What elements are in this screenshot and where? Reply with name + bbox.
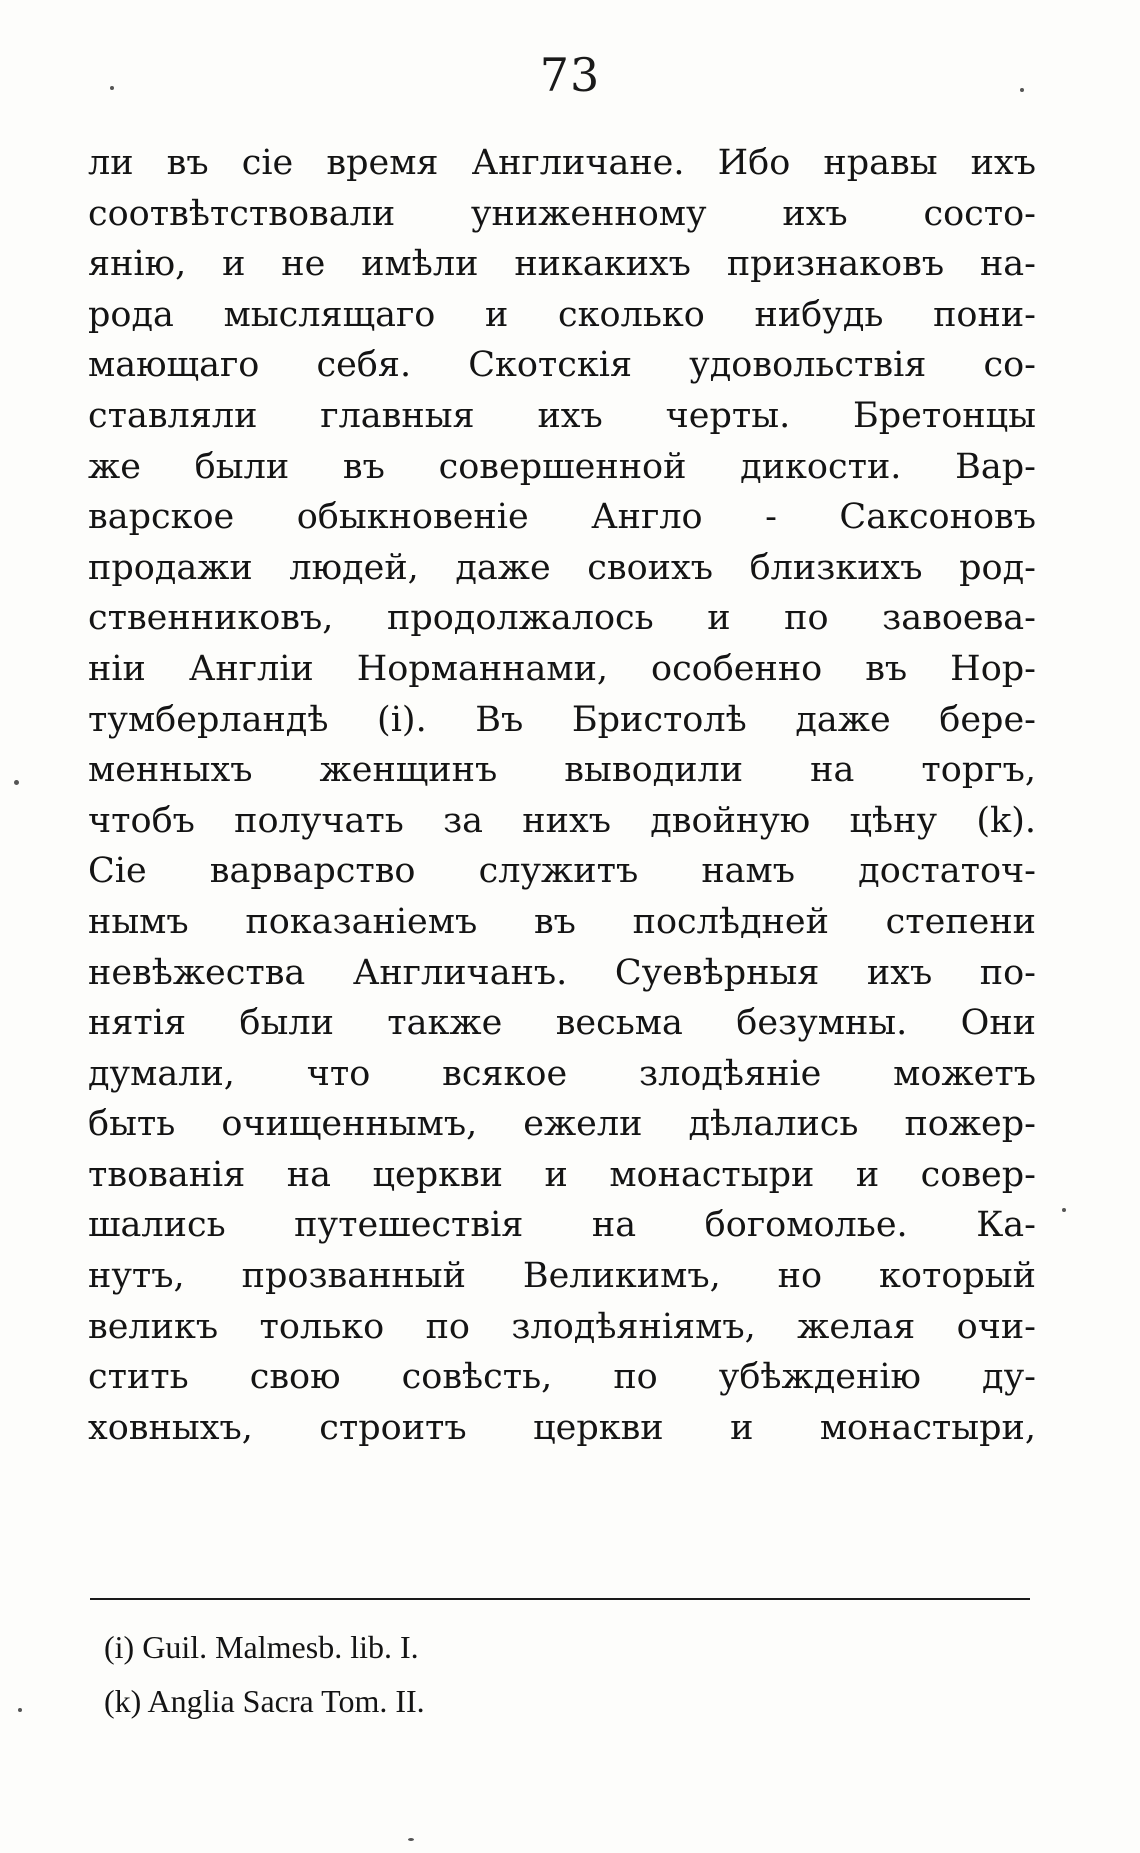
text-line: янію, и не имѣли никакихъ признаковъ на- [88, 244, 1036, 285]
ink-speck [408, 1838, 414, 1841]
footnote-k: (k) Anglia Sacra Tom. II. [104, 1683, 425, 1719]
text-line: нымъ показаніемъ въ послѣдней степени [88, 901, 1036, 942]
text-line: стить свою совѣсть, по убѣжденію ду- [88, 1357, 1036, 1398]
text-line: продажи людей, даже своихъ близкихъ род- [88, 547, 1036, 588]
text-line: ховныхъ, строитъ церкви и монастыри, [88, 1407, 1036, 1448]
text-line: невѣжества Англичанъ. Суевѣрныя ихъ по- [88, 952, 1036, 993]
text-line: мающаго себя. Скотскія удовольствія со- [88, 345, 1036, 386]
text-line: ли въ сіе время Англичане. Ибо нравы ихъ [88, 143, 1036, 183]
text-line: шались путешествія на богомолье. Ка- [88, 1205, 1036, 1246]
ink-speck [1062, 1208, 1066, 1212]
text-line: же были въ совершенной дикости. Вар- [88, 446, 1036, 487]
ink-speck [18, 1708, 22, 1712]
text-line: ственниковъ, продолжалось и по завоева- [88, 598, 1036, 639]
footnote-rule [90, 1598, 1030, 1600]
text-line: нутъ, прозванный Великимъ, но который [88, 1256, 1036, 1297]
text-line: быть очищеннымъ, ежели дѣлались пожер- [88, 1104, 1036, 1145]
text-line: твованія на церкви и монастыри и совер- [88, 1154, 1036, 1195]
text-line: ніи Англіи Норманнами, особенно въ Нор- [88, 648, 1036, 689]
text-line: думали, что всякое злодѣяніе можетъ [88, 1053, 1036, 1094]
text-line: тумберландѣ (i). Въ Бристолѣ даже бере- [88, 699, 1036, 740]
ink-speck [14, 780, 19, 785]
text-line: варское обыкновеніе Англо - Саксоновъ [88, 497, 1036, 538]
text-line: нятія были также весьма безумны. Они [88, 1003, 1036, 1044]
footnote-i: (i) Guil. Malmesb. lib. I. [104, 1629, 419, 1665]
text-line: менныхъ женщинъ выводили на торгъ, [88, 750, 1036, 791]
body-text [88, 138, 1036, 1453]
text-line: ставляли главныя ихъ черты. Бретонцы [88, 395, 1036, 436]
text-line: чтобъ получать за нихъ двойную цѣну (k). [88, 800, 1036, 841]
text-line: Сіе варварство служитъ намъ достаточ- [88, 851, 1036, 892]
footnotes [104, 1620, 544, 1728]
ink-speck [1020, 88, 1024, 92]
ink-speck [110, 86, 114, 90]
page-number: 73 [539, 48, 601, 102]
text-line: великъ только по злодѣяніямъ, желая очи- [88, 1306, 1036, 1347]
text-line: рода мыслящаго и сколько нибудь пони- [88, 294, 1036, 335]
text-line: соотвѣтствовали униженному ихъ состо- [88, 193, 1036, 234]
